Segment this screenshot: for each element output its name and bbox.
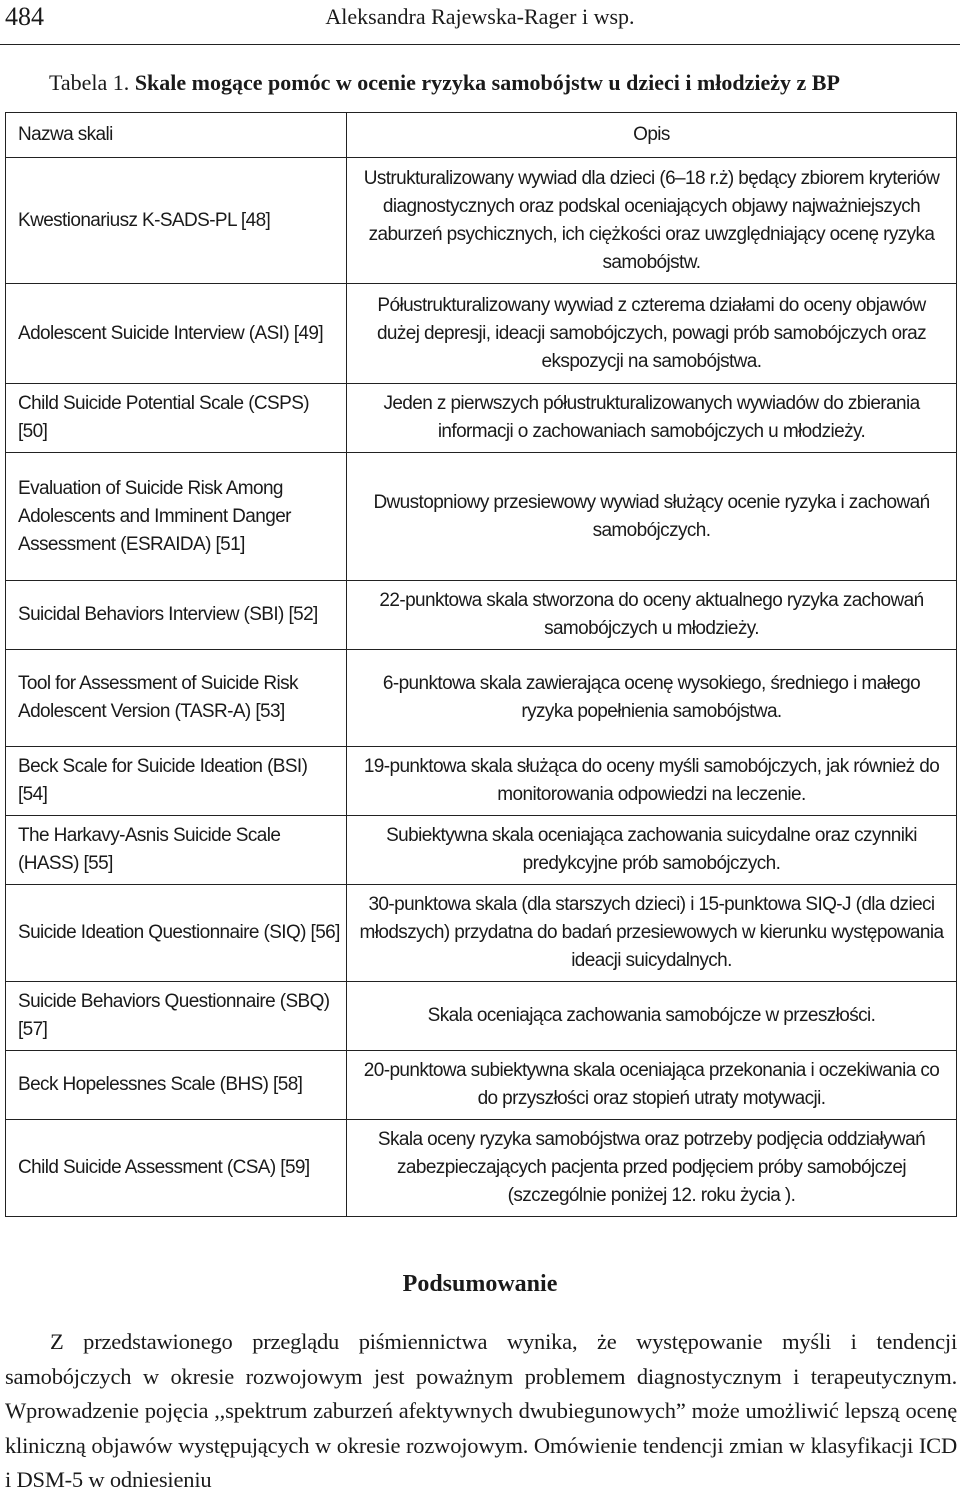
scale-description: Skala oceny ryzyka samobójstwa oraz potrzeby podjęcia oddziaływań zabezpieczających pacjenta przed podjęciem próby samobójczej (szczególnie poniżej 12. roku życia ). xyxy=(347,1120,957,1217)
running-head: Aleksandra Rajewska-Rager i wsp. xyxy=(325,4,635,29)
table-row xyxy=(6,453,957,581)
table-row xyxy=(6,816,957,885)
scale-description: Dwustopniowy przesiewowy wywiad służący ocenie ryzyka i zachowań samobójczych. xyxy=(347,453,957,581)
scale-description: 19-punktowa skala służąca do oceny myśli samobójczych, jak również do monitorowania odpowiedzi na leczenie. xyxy=(347,747,957,816)
table-row xyxy=(6,885,957,982)
scale-description: Jeden z pierwszych półustrukturalizowanych wywiadów do zbierania informacji o zachowaniach samobójczych u młodzieży. xyxy=(347,384,957,453)
table-row xyxy=(6,581,957,650)
table-row xyxy=(6,284,957,384)
column-header-description: Opis xyxy=(347,113,957,158)
body-paragraph: Z przedstawionego przeglądu piśmiennictwa wynika, że występowanie myśli i tendencji samobójczych w okresie rozwojowym jest poważnym problemem diagnostycznym i terapeutycznym. Wprowadzenie pojęcia ,,spektrum zaburzeń afektywnych dwubiegunowych” może umożliwić lepszą ocenę kliniczną objawów występujących w okresie rozwojowym. Omówienie tendencji zmian w klasyfikacji ICD i DSM-5 w odniesieniu xyxy=(5,1329,957,1492)
column-header-name: Nazwa skali xyxy=(6,113,347,158)
scale-name: Suicide Behaviors Questionnaire (SBQ) [57] xyxy=(6,982,347,1051)
scale-name: Child Suicide Potential Scale (CSPS) [50] xyxy=(6,384,347,453)
scale-name: Suicidal Behaviors Interview (SBI) [52] xyxy=(6,581,347,650)
scale-name: Beck Hopelessnes Scale (BHS) [58] xyxy=(6,1051,347,1120)
table-row xyxy=(6,982,957,1051)
table-header-row xyxy=(6,113,957,158)
scale-description: Skala oceniająca zachowania samobójcze w przeszłości. xyxy=(347,982,957,1051)
scale-name: Evaluation of Suicide Risk Among Adolescents and Imminent Danger Assessment (ESRAIDA) [51] xyxy=(6,453,347,581)
scale-description: 6-punktowa skala zawierająca ocenę wysokiego, średniego i małego ryzyka popełnienia samobójstwa. xyxy=(347,650,957,747)
page-number: 484 xyxy=(5,2,44,31)
table-row xyxy=(6,158,957,284)
section-title: Podsumowanie xyxy=(402,1271,558,1297)
scales-table xyxy=(5,112,957,1217)
scale-description: Półustrukturalizowany wywiad z czterema działami do oceny objawów dużej depresji, ideacji samobójczych, powagi prób samobójczych oraz ekspozycji na samobójstwa. xyxy=(347,284,957,384)
table-caption-label: Tabela 1. xyxy=(49,70,130,95)
table-row xyxy=(6,747,957,816)
scale-name: Tool for Assessment of Suicide Risk Adolescent Version (TASR-A) [53] xyxy=(6,650,347,747)
table-row xyxy=(6,1051,957,1120)
scale-description: 20-punktowa subiektywna skala oceniająca przekonania i oczekiwania co do przyszłości oraz stopień utraty motywacji. xyxy=(347,1051,957,1120)
scale-description: 30-punktowa skala (dla starszych dzieci) i 15-punktowa SIQ-J (dla dzieci młodszych) przydatna do badań przesiewowych w kierunku występowania ideacji suicydalnych. xyxy=(347,885,957,982)
scale-description: 22-punktowa skala stworzona do oceny aktualnego ryzyka zachowań samobójczych u młodzieży. xyxy=(347,581,957,650)
table-row xyxy=(6,650,957,747)
scale-name: Adolescent Suicide Interview (ASI) [49] xyxy=(6,284,347,384)
scale-description: Ustrukturalizowany wywiad dla dzieci (6–18 r.ż) będący zbiorem kryteriów diagnostycznych oraz podskal oceniających objawy najważniejszych zaburzeń psychicznych, ich ciężkości oraz uwzględniający ocenę ryzyka samobójstw. xyxy=(347,158,957,284)
scale-name: The Harkavy-Asnis Suicide Scale (HASS) [55] xyxy=(6,816,347,885)
table-caption-title: Skale mogące pomóc w ocenie ryzyka samobójstw u dzieci i młodzieży z BP xyxy=(134,70,840,95)
table-row xyxy=(6,1120,957,1217)
scale-name: Kwestionariusz K-SADS-PL [48] xyxy=(6,158,347,284)
scale-name: Suicide Ideation Questionnaire (SIQ) [56] xyxy=(6,885,347,982)
scale-name: Child Suicide Assessment (CSA) [59] xyxy=(6,1120,347,1217)
scale-description: Subiektywna skala oceniająca zachowania suicydalne oraz czynniki predykcyjne prób samobójczych. xyxy=(347,816,957,885)
table-caption xyxy=(49,70,840,96)
scale-name: Beck Scale for Suicide Ideation (BSI) [54] xyxy=(6,747,347,816)
table-row xyxy=(6,384,957,453)
page-header xyxy=(0,0,960,45)
